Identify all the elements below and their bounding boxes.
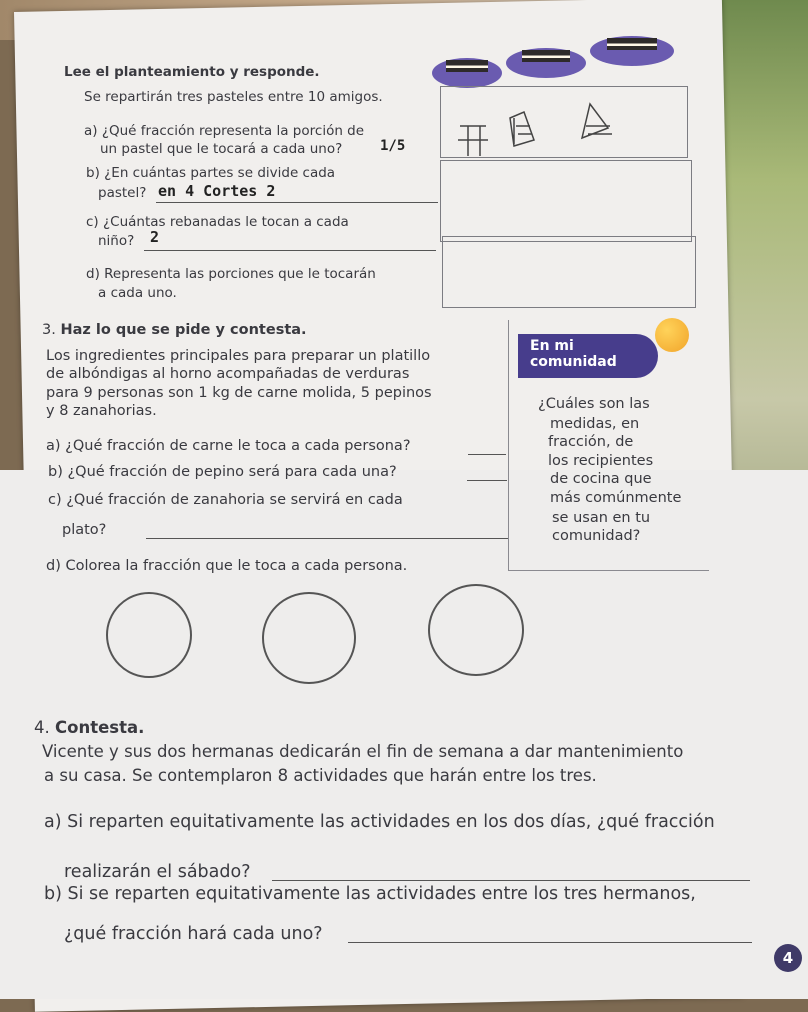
section3-paragraph-line2: de albóndigas al horno acompañadas de verduras: [46, 366, 410, 382]
question-2a-line2: un pastel que le tocará a cada uno?: [100, 141, 343, 157]
fraction-circle-2[interactable]: [262, 592, 356, 684]
answer-2b: en 4 Cortes 2: [158, 182, 276, 200]
question-2b-line1: b) ¿En cuántas partes se divide cada: [86, 165, 336, 181]
section3-number: 3.: [42, 322, 56, 338]
question-2a-line1: a) ¿Qué fracción representa la porción de: [84, 123, 365, 139]
community-badge-line2: comunidad: [530, 354, 617, 370]
answer-line-4a[interactable]: [272, 880, 750, 881]
section4-paragraph-line2: a su casa. Se contemplaron 8 actividades que harán entre los tres.: [44, 766, 597, 785]
page-number: 4: [774, 944, 802, 972]
question-3c-line1: c) ¿Qué fracción de zanahoria se servirá en cada: [48, 492, 403, 508]
answer-line-3c[interactable]: [146, 538, 508, 539]
cake-image-1: [432, 58, 502, 88]
community-badge: [518, 334, 658, 378]
question-3b: b) ¿Qué fracción de pepino será para cada una?: [48, 464, 397, 480]
answer-2a: 1/5: [380, 138, 406, 154]
community-line-1: ¿Cuáles son las: [538, 396, 650, 412]
question-2c-line2: niño?: [98, 233, 135, 249]
question-2c-line1: c) ¿Cuántas rebanadas le tocan a cada: [86, 214, 349, 230]
answer-line-3b[interactable]: [467, 480, 507, 481]
section3-title: Haz lo que se pide y contesta.: [60, 322, 307, 338]
question-2d-line1: d) Representa las porciones que le tocarán: [86, 266, 376, 282]
answer-line-3a[interactable]: [468, 454, 506, 455]
community-badge-line1: En mi: [530, 338, 574, 354]
community-line-7: se usan en tu: [552, 510, 651, 526]
section2-instruction: Lee el planteamiento y responde.: [64, 64, 320, 80]
answer-line-2c: [144, 250, 436, 251]
section3-heading: [42, 322, 307, 338]
community-line-3: fracción, de: [548, 434, 634, 450]
community-line-5: de cocina que: [550, 471, 652, 487]
question-4b-line1: b) Si se reparten equitativamente las actividades entre los tres hermanos,: [44, 884, 696, 904]
question-4b-line2: ¿qué fracción hará cada uno?: [64, 924, 323, 944]
cake-image-2: [506, 48, 586, 78]
cake-image-3: [590, 36, 674, 66]
question-2d-line2: a cada uno.: [98, 285, 177, 301]
section3-paragraph-line1: Los ingredientes principales para preparar un platillo: [46, 348, 431, 364]
fraction-circle-3[interactable]: [428, 584, 524, 676]
section3-paragraph-line4: y 8 zanahorias.: [46, 403, 157, 419]
question-3c-line2: plato?: [62, 522, 107, 538]
community-line-8: comunidad?: [552, 528, 641, 544]
section2-intro: Se repartirán tres pasteles entre 10 amigos.: [84, 89, 383, 105]
answer-line-2b: [156, 202, 438, 203]
question-4a-line2: realizarán el sábado?: [64, 862, 251, 882]
fraction-circle-1[interactable]: [106, 592, 192, 678]
answer-line-4b[interactable]: [348, 942, 752, 943]
section4-paragraph-line1: Vicente y sus dos hermanas dedicarán el fin de semana a dar mantenimiento: [42, 742, 684, 761]
question-2b-line2: pastel?: [98, 185, 147, 201]
community-line-6: más comúnmente: [550, 490, 682, 506]
community-line-4: los recipientes: [548, 453, 654, 469]
answer-box-2d[interactable]: [442, 236, 696, 308]
section4-title: Contesta.: [55, 718, 145, 737]
answer-box-2b[interactable]: [440, 160, 692, 242]
hand-drawn-sketch: [450, 96, 640, 156]
section4-number: 4.: [34, 718, 50, 737]
answer-2c: 2: [150, 228, 160, 246]
community-line-2: medidas, en: [550, 416, 640, 432]
question-3d: d) Colorea la fracción que le toca a cada persona.: [46, 558, 408, 574]
question-3a: a) ¿Qué fracción de carne le toca a cada persona?: [46, 438, 411, 454]
planet-icon: [655, 318, 689, 352]
section3-paragraph-line3: para 9 personas son 1 kg de carne molida, 5 pepinos: [46, 385, 432, 401]
section4-heading: [34, 718, 144, 737]
question-4a-line1: a) Si reparten equitativamente las actividades en los dos días, ¿qué fracción: [44, 812, 715, 832]
